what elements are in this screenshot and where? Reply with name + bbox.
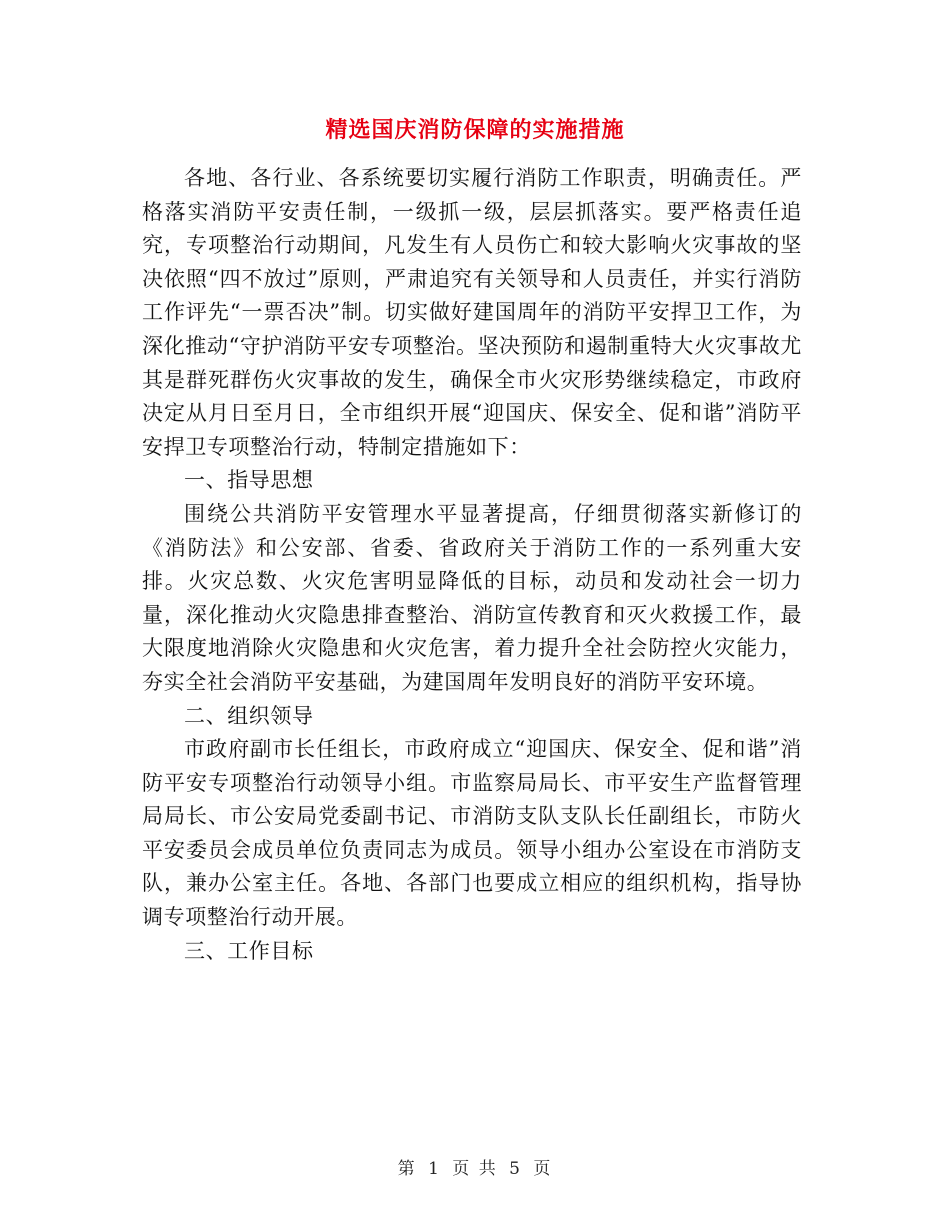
paragraph-guiding-ideology: 围绕公共消防平安管理水平显著提高，仔细贯彻落实新修订的《消防法》和公安部、省委、省政府关于消防工作的一系列重大安排。火灾总数、火灾危害明显降低的目标，动员和发动社会一切力量，深化推动火灾隐患排查整治、消防宣传教育和灭火救援工作，最大限度地消除火灾隐患和火灾危害，着力提升全社会防控火灾能力，夯实全社会消防平安基础，为建国周年发明良好的消防平安环境。: [142, 501, 802, 694]
paragraph-organization: 市政府副市长任组长，市政府成立“迎国庆、保安全、促和谐”消防平安专项整治行动领导小组。市监察局局长、市平安生产监督管理局局长、市公安局党委副书记、市消防支队支队长任副组长，市防火平安委员会成员单位负责同志为成员。领导小组办公室设在市消防支队，兼办公室主任。各地、各部门也要成立相应的组织机构，指导协调专项整治行动开展。: [142, 737, 802, 930]
footer-page-number: 1: [428, 1159, 441, 1179]
document-body: [142, 162, 802, 968]
section-heading-work-goals: 三、工作目标: [184, 938, 314, 963]
footer-total-pages: 5: [509, 1159, 522, 1179]
paragraph-intro: 各地、各行业、各系统要切实履行消防工作职责，明确责任。严格落实消防平安责任制，一级抓一级，层层抓落实。要严格责任追究，专项整治行动期间，凡发生有人员伤亡和较大影响火灾事故的坚决依照“四不放过”原则，严肃追究有关领导和人员责任，并实行消防工作评先“一票否决”制。切实做好建国周年的消防平安捍卫工作，为深化推动“守护消防平安专项整治。坚决预防和遏制重特大火灾事故尤其是群死群伤火灾事故的发生，确保全市火灾形势继续稳定，市政府决定从月日至月日，全市组织开展“迎国庆、保安全、促和谐”消防平安捍卫专项整治行动，特制定措施如下：: [142, 166, 802, 459]
page-footer: [0, 1154, 950, 1179]
section-heading-organization: 二、组织领导: [184, 703, 314, 728]
footer-suffix: 页: [533, 1159, 553, 1179]
document-title: 精选国庆消防保障的实施措施: [325, 117, 625, 143]
section-heading-guiding-ideology: 一、指导思想: [184, 468, 314, 493]
footer-middle: 页 共: [452, 1159, 498, 1179]
footer-prefix: 第: [397, 1159, 417, 1179]
